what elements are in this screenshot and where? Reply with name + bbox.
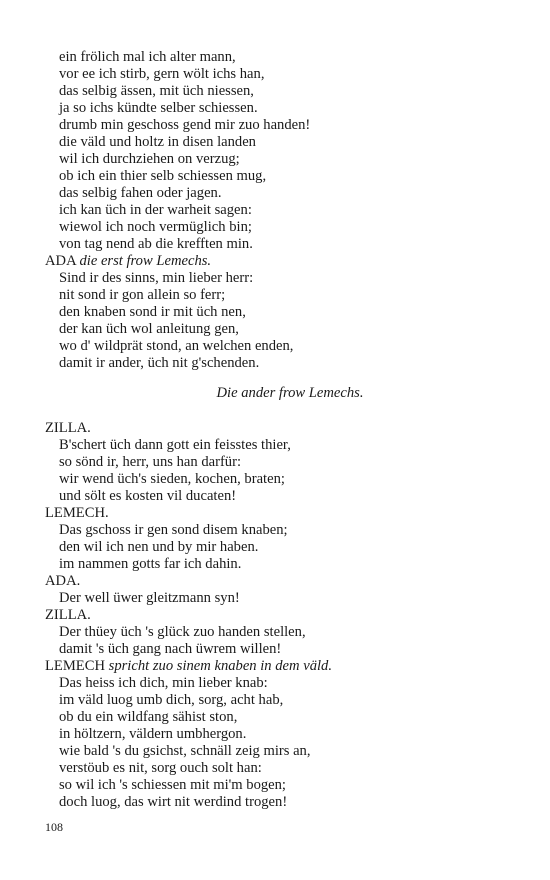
verse-line: nit sond ir gon allein so ferr; xyxy=(59,287,226,303)
verse-line: ich kan üch in der warheit sagen: xyxy=(59,202,252,218)
verse-line: Der well üwer gleitzmann syn! xyxy=(59,590,240,606)
verse-line: Der thüey üch 's glück zuo handen stellen, xyxy=(59,624,306,640)
verse-line: damit 's üch gang nach üwrem willen! xyxy=(59,641,282,657)
speaker-name: ZILLA. xyxy=(45,607,91,623)
verse-line: der kan üch wol anleitung gen, xyxy=(59,321,239,337)
speaker-name: ADA xyxy=(45,253,76,269)
verse-line: ob du ein wildfang sähist ston, xyxy=(59,709,238,725)
verse-line: das selbig fahen oder jagen. xyxy=(59,185,222,201)
stage-direction: spricht zuo sinem knaben in dem väld. xyxy=(108,658,332,674)
verse-block-lemech-continued xyxy=(45,49,515,253)
speaker-heading xyxy=(45,658,515,675)
verse-line: wiewol ich noch vermüglich bin; xyxy=(59,219,252,235)
verse-line: drumb min geschoss gend mir zuo handen! xyxy=(59,117,311,133)
speaker-name: LEMECH. xyxy=(45,505,109,521)
page-text xyxy=(45,49,515,811)
verse-line: wo d' wildprät stond, an welchen enden, xyxy=(59,338,294,354)
verse-line: in höltzern, väldern umbhergon. xyxy=(59,726,247,742)
verse-line: im nammen gotts far ich dahin. xyxy=(59,556,242,572)
verse-line: so wil ich 's schiessen mit mi'm bogen; xyxy=(59,777,286,793)
verse-line: wil ich durchziehen on verzug; xyxy=(59,151,240,167)
verse-line: ob ich ein thier selb schiessen mug, xyxy=(59,168,267,184)
verse-line: vor ee ich stirb, gern wölt ichs han, xyxy=(59,66,265,82)
verse-line: den wil ich nen und by mir haben. xyxy=(59,539,259,555)
verse-line: Das heiss ich dich, min lieber knab: xyxy=(59,675,268,691)
verse-line: so sönd ir, herr, uns han darfür: xyxy=(59,454,242,470)
speaker-name: ADA. xyxy=(45,573,81,589)
verse-block-ada-2 xyxy=(45,573,515,607)
speaker-name: LEMECH xyxy=(45,658,105,674)
verse-line: im väld luog umb dich, sorg, acht hab, xyxy=(59,692,284,708)
verse-block-lemech xyxy=(45,505,515,573)
speaker-heading xyxy=(45,253,515,270)
verse-line: verstöub es nit, sorg ouch solt han: xyxy=(59,760,262,776)
verse-line: die väld und holtz in disen landen xyxy=(59,134,256,150)
verse-line: von tag nend ab die krefften min. xyxy=(59,236,253,252)
verse-block-ada xyxy=(45,253,515,372)
verse-line: ja so ichs kündte selber schiessen. xyxy=(59,100,258,116)
scene-heading: Die ander frow Lemechs. xyxy=(216,385,364,401)
verse-line: wie bald 's du gsichst, schnäll zeig mirs an, xyxy=(59,743,311,759)
page-number: 108 xyxy=(45,820,63,834)
verse-line: und sölt es kosten vil ducaten! xyxy=(59,488,237,504)
verse-block-zilla-2 xyxy=(45,607,515,658)
verse-line: damit ir ander, üch nit g'schenden. xyxy=(59,355,260,371)
verse-block-lemech-2 xyxy=(45,658,515,811)
verse-line: wir wend üch's sieden, kochen, braten; xyxy=(59,471,285,487)
verse-line: ein frölich mal ich alter mann, xyxy=(59,49,236,65)
stage-direction: die erst frow Lemechs. xyxy=(79,253,212,269)
verse-line: das selbig ässen, mit üch niessen, xyxy=(59,83,254,99)
verse-line: B'schert üch dann gott ein feisstes thier, xyxy=(59,437,291,453)
verse-line: den knaben sond ir mit üch nen, xyxy=(59,304,246,320)
verse-line: Sind ir des sinns, min lieber herr: xyxy=(59,270,254,286)
speaker-name: ZILLA. xyxy=(45,420,91,436)
verse-block-zilla xyxy=(45,420,515,505)
verse-line: Das gschoss ir gen sond disem knaben; xyxy=(59,522,288,538)
verse-line: doch luog, das wirt nit werdind trogen! xyxy=(59,794,288,810)
